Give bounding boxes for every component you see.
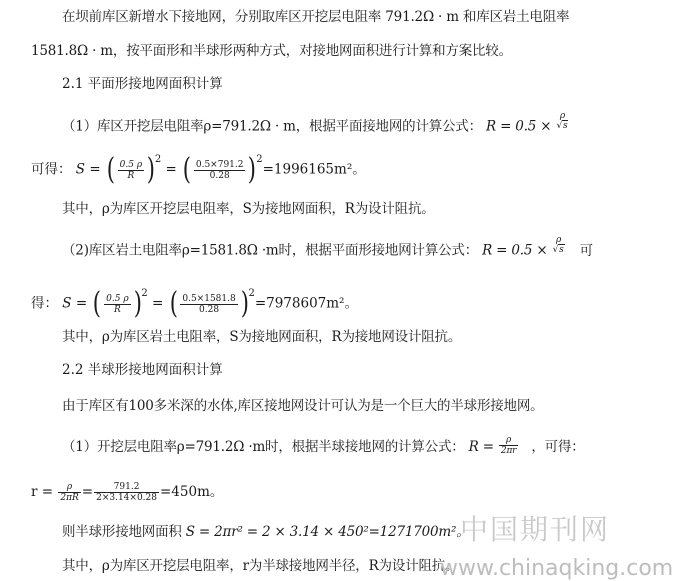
frac-2a-num: 0.5 ρ [106, 293, 129, 304]
watermark-url: www.chinaqking.com [440, 556, 674, 581]
frac-1b [194, 160, 246, 181]
frac-2a-den: R [104, 304, 130, 315]
result-2-value: =7978607m²。 [254, 295, 358, 312]
formula-intro-3-text: （1）开挖层电阻率ρ=791.2Ω ·m时，根据半球接地网的计算公式： [62, 439, 465, 455]
result-line-2 [31, 286, 358, 321]
frac-hemi [499, 435, 518, 456]
formula-r-equals: R = 0.5 × [486, 118, 552, 135]
sqrt-radicand: s [563, 121, 568, 131]
paren-right: ) [248, 152, 257, 187]
sqrt-radicand: s [559, 245, 564, 255]
frac-r2 [94, 482, 159, 503]
section-heading-2-1: 2.1 平面形接地网面积计算 [62, 76, 223, 92]
where-line-1: 其中，ρ为库区开挖层电阻率，S为接地网面积，R为设计阻抗。 [62, 201, 435, 217]
where-line-2: 其中，ρ为库区岩土电阻率，S为接地网面积，R为接地网设计阻抗。 [62, 329, 462, 345]
formula-intro-2-tail: 可 [579, 242, 593, 259]
frac-2b-den: 0.28 [180, 304, 237, 315]
equals-1: = [165, 161, 177, 178]
paren-left: ( [182, 152, 192, 187]
paren-left: ( [169, 286, 178, 321]
frac-2a [104, 294, 130, 315]
section-heading-2-2: 2.2 半球形接地网面积计算 [62, 362, 223, 378]
frac-r1-den: 2πR [60, 493, 79, 503]
formula-intro-1-text: （1）库区开挖层电阻率ρ=791.2Ω · m，根据平面接地网的计算公式： [62, 118, 482, 135]
frac-num: ρ [556, 235, 562, 245]
formula-intro-2 [62, 235, 593, 261]
frac-1b-num: 0.5×791.2 [195, 159, 244, 170]
formula-intro-1 [62, 111, 569, 137]
result-1-s-equals: S = [75, 161, 101, 178]
radius-line [31, 482, 223, 503]
watermark-logo: 中国期刊网 [460, 513, 611, 546]
frac-hemi-den: 2πr [500, 446, 517, 456]
result-line-1 [31, 152, 366, 187]
frac-r2-num: 791.2 [113, 482, 140, 492]
sqrt-s: √s [556, 121, 568, 131]
paren-right: ) [146, 152, 156, 187]
equals-r: = [81, 484, 94, 500]
paren-left: ( [93, 286, 102, 321]
frac-r2-den: 2×3.14×0.28 [96, 493, 157, 503]
exp-1a: 2 [154, 153, 162, 165]
frac-2b [180, 294, 237, 315]
result-1-value: =1996165m²。 [262, 161, 366, 178]
hemisphere-area-text: 则半球形接地网面积 [62, 524, 182, 540]
equals-2: = [152, 295, 164, 312]
exp-2a: 2 [141, 287, 148, 299]
paren-right: ) [240, 286, 249, 321]
paragraph-intro-line2: 1581.8Ω · m，按平面形和半球形两种方式，对接地网面积进行计算和方案比较。 [31, 43, 512, 59]
formula-r-equals-2: R = 0.5 × [482, 242, 548, 259]
frac-1a-num: 0.5 ρ [119, 159, 143, 170]
where-line-3: 其中，ρ为库区开挖层电阻率，r为半球接地网半径，R为设计阻抗。 [62, 558, 459, 574]
result-1-prefix: 可得： [31, 161, 72, 178]
radius-value: =450m。 [159, 484, 224, 500]
frac-r1 [58, 482, 80, 503]
sqrt-s: √s [552, 245, 564, 255]
formula-intro-3 [62, 437, 585, 458]
paren-right: ) [133, 286, 142, 321]
frac-1b-den: 0.28 [194, 170, 246, 181]
paragraph-hemisphere: 由于库区有100多米深的水体,库区接地网设计可认为是一个巨大的半球形接地网。 [62, 398, 544, 414]
frac-hemi-num: ρ [506, 435, 512, 445]
frac-r1-num: ρ [66, 482, 73, 492]
frac-2b-num: 0.5×1581.8 [182, 293, 236, 304]
rho-over-sqrt-s-1 [556, 111, 568, 131]
frac-1a [118, 160, 144, 181]
paragraph-intro-line1: 在坝前库区新增水下接地网，分别取库区开挖层电阻率 791.2Ω · m 和库区岩土电阻率 [62, 9, 570, 25]
result-2-s-equals: S = [62, 295, 88, 312]
formula-r-equals-3: R = [468, 439, 494, 455]
hemisphere-area-formula: S = 2πr² = 2 × 3.14 × 450²=1271700m²。 [185, 524, 470, 540]
radius-r-equals: r = [31, 484, 54, 500]
result-2-prefix: 得： [31, 295, 58, 312]
exp-2b: 2 [248, 287, 255, 299]
formula-intro-2-text: （2)库区岩土电阻率ρ=1581.8Ω ·m时，根据平面形接地网计算公式： [62, 242, 479, 259]
paren-left: ( [106, 152, 115, 187]
rho-over-sqrt-s-2 [553, 235, 565, 255]
frac-num: ρ [559, 111, 566, 121]
formula-intro-3-tail: ，可得： [531, 439, 585, 455]
frac-1a-den: R [118, 170, 144, 181]
exp-1b: 2 [256, 153, 263, 165]
hemisphere-area-line [62, 524, 470, 540]
